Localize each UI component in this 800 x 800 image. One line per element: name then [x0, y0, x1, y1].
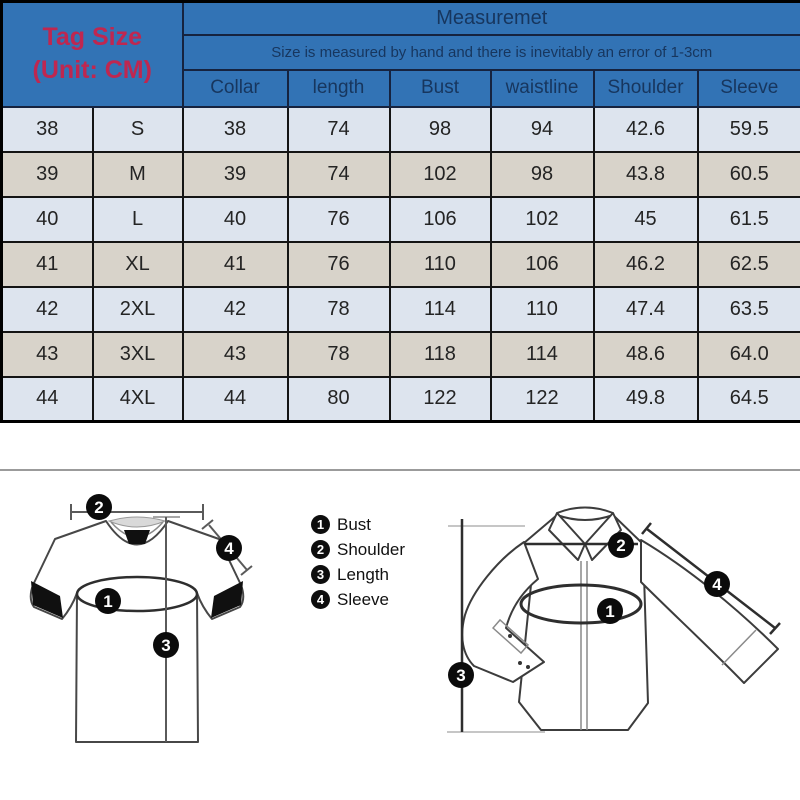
- column-header-shoulder: Shoulder: [594, 70, 698, 107]
- cell-waistline: 98: [491, 152, 594, 197]
- legend-label: Bust: [337, 514, 372, 534]
- cell-waistline: 110: [491, 287, 594, 332]
- table-row: [2, 242, 800, 287]
- cell-length: 76: [288, 197, 390, 242]
- cell-bust: 102: [390, 152, 491, 197]
- cell-shoulder: 48.6: [594, 332, 698, 377]
- legend-number-icon: 4: [311, 590, 330, 609]
- cell-collar: 41: [183, 242, 288, 287]
- cell-waistline: 122: [491, 377, 594, 422]
- legend-item-bust: [311, 515, 405, 534]
- tshirt-shoulder-measure: [71, 494, 203, 520]
- shirt-marker-sleeve: 4: [712, 575, 722, 594]
- cell-length: 78: [288, 287, 390, 332]
- cell-shoulder: 43.8: [594, 152, 698, 197]
- cell-tag: 44: [2, 377, 93, 422]
- column-header-bust: Bust: [390, 70, 491, 107]
- cell-shoulder: 45: [594, 197, 698, 242]
- measurement-diagram-section: [0, 423, 800, 800]
- tshirt-marker-sleeve: 4: [224, 539, 234, 558]
- cell-sleeve: 62.5: [698, 242, 800, 287]
- cell-length: 74: [288, 152, 390, 197]
- cell-waistline: 114: [491, 332, 594, 377]
- cell-collar: 38: [183, 107, 288, 152]
- cell-waistline: 94: [491, 107, 594, 152]
- column-header-length: length: [288, 70, 390, 107]
- tag-size-line2: (Unit: CM): [32, 56, 152, 85]
- table-row: [2, 287, 800, 332]
- cell-size: S: [93, 107, 183, 152]
- cell-tag: 41: [2, 242, 93, 287]
- tag-size-line1: Tag Size: [42, 23, 143, 52]
- column-header-collar: Collar: [183, 70, 288, 107]
- cell-sleeve: 63.5: [698, 287, 800, 332]
- tag-size-header: [2, 2, 183, 107]
- cell-shoulder: 49.8: [594, 377, 698, 422]
- legend-number-icon: 3: [311, 565, 330, 584]
- cell-bust: 106: [390, 197, 491, 242]
- cell-size: 2XL: [93, 287, 183, 332]
- cell-tag: 39: [2, 152, 93, 197]
- measurement-title: Measuremet: [183, 2, 800, 35]
- cell-collar: 40: [183, 197, 288, 242]
- legend-number-icon: 2: [311, 540, 330, 559]
- cell-collar: 42: [183, 287, 288, 332]
- cell-size: 4XL: [93, 377, 183, 422]
- tshirt-drawing: [31, 494, 252, 742]
- cell-length: 78: [288, 332, 390, 377]
- cell-waistline: 102: [491, 197, 594, 242]
- legend-label: Length: [337, 564, 389, 584]
- legend-label: Shoulder: [337, 539, 406, 559]
- table-row: [2, 197, 800, 242]
- cell-bust: 118: [390, 332, 491, 377]
- tshirt-marker-length: 3: [161, 636, 171, 655]
- table-row: [2, 332, 800, 377]
- cell-sleeve: 64.0: [698, 332, 800, 377]
- legend-label: Sleeve: [337, 589, 389, 609]
- cell-collar: 43: [183, 332, 288, 377]
- cell-collar: 39: [183, 152, 288, 197]
- cell-tag: 38: [2, 107, 93, 152]
- table-row: [2, 377, 800, 422]
- table-row: [2, 152, 800, 197]
- cell-collar: 44: [183, 377, 288, 422]
- cell-length: 80: [288, 377, 390, 422]
- cell-size: L: [93, 197, 183, 242]
- tshirt-marker-shoulder: 2: [94, 498, 104, 517]
- cell-shoulder: 42.6: [594, 107, 698, 152]
- cell-sleeve: 64.5: [698, 377, 800, 422]
- cell-tag: 40: [2, 197, 93, 242]
- table-row: [2, 107, 800, 152]
- cell-sleeve: 61.5: [698, 197, 800, 242]
- cell-sleeve: 60.5: [698, 152, 800, 197]
- cell-bust: 110: [390, 242, 491, 287]
- shirt-marker-length: 3: [456, 666, 466, 685]
- shirt-marker-bust: 1: [605, 602, 615, 621]
- header-row-title: [2, 2, 800, 35]
- cell-bust: 114: [390, 287, 491, 332]
- column-header-sleeve: Sleeve: [698, 70, 800, 107]
- measurement-legend: [311, 515, 405, 615]
- cell-tag: 43: [2, 332, 93, 377]
- legend-number-icon: 1: [311, 515, 330, 534]
- cell-sleeve: 59.5: [698, 107, 800, 152]
- legend-item-length: [311, 565, 405, 584]
- cell-bust: 122: [390, 377, 491, 422]
- cell-size: 3XL: [93, 332, 183, 377]
- legend-item-shoulder: [311, 540, 405, 559]
- cell-tag: 42: [2, 287, 93, 332]
- cell-size: XL: [93, 242, 183, 287]
- cell-shoulder: 47.4: [594, 287, 698, 332]
- cell-bust: 98: [390, 107, 491, 152]
- measurement-note: Size is measured by hand and there is inevitably an error of 1-3cm: [183, 35, 800, 70]
- cell-waistline: 106: [491, 242, 594, 287]
- shirt-drawing: [447, 508, 780, 733]
- cell-size: M: [93, 152, 183, 197]
- cell-length: 76: [288, 242, 390, 287]
- cell-length: 74: [288, 107, 390, 152]
- shirt-marker-shoulder: 2: [616, 536, 626, 555]
- legend-item-sleeve: [311, 590, 405, 609]
- tshirt-marker-bust: 1: [103, 592, 113, 611]
- cell-shoulder: 46.2: [594, 242, 698, 287]
- column-header-waistline: waistline: [491, 70, 594, 107]
